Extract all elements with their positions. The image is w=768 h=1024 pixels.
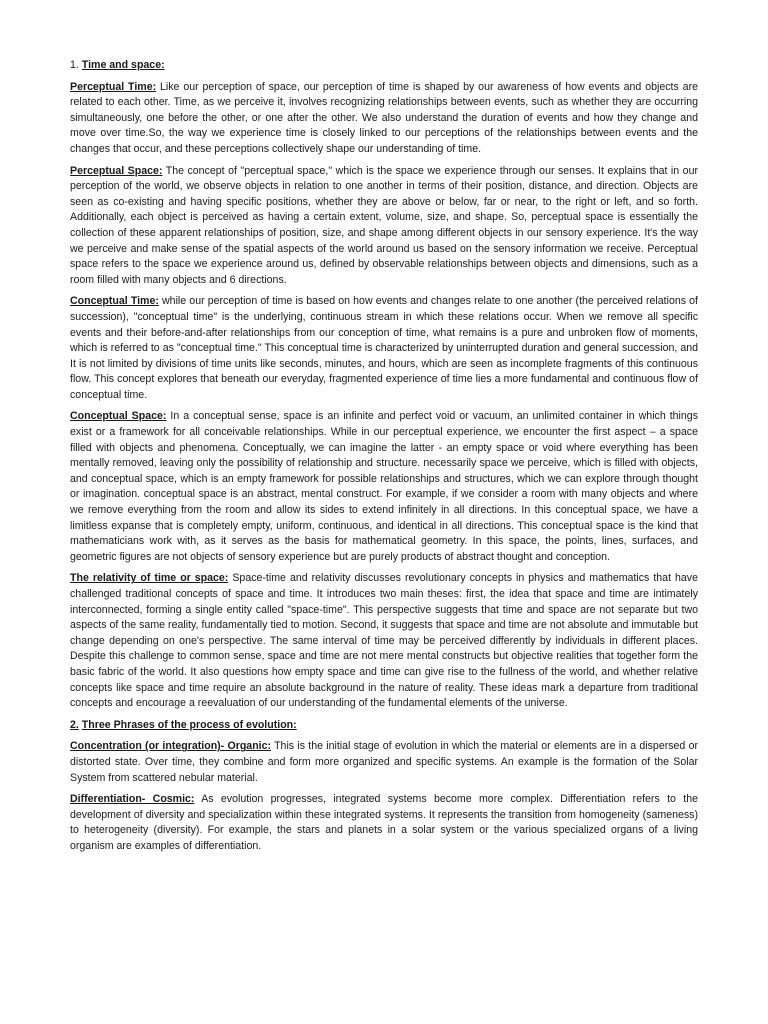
- term-label: Differentiation- Cosmic:: [70, 793, 195, 806]
- section-heading-time-and-space: [70, 58, 698, 74]
- paragraph-perceptual-space: [70, 164, 698, 289]
- paragraph-text: In a conceptual sense, space is an infinite and perfect void or vacuum, an unlimited container in which things exist or a framework for all conceivable relationships. While in our perceptual experience, we encounter the first aspect – a space filled with objects and phenomena. Conceptually, we can imagine the latter - an empty space or void where everything has been mentally removed, leaving only the possibility of relationship and structure. necessarily space we perceive, which is filled with objects, and conceptual space, which is an empty framework for possible relationships and structures, which we can explore through thought or imagination. conceptual space is an abstract, mental construct. For example, if we consider a room with many objects and where we remove everything from the room and allow its sides to extend infinitely in all directions. In this conceptual space, we have a limitless expanse that is completely empty, uniform, continuous, and identical in all directions. This conceptual space is the kind that mathematicians work with, as it serves as the basis for mathematical geometry. In this space, the points, lines, surfaces, and geometric figures are not objects of sensory experience but are purely products of abstract thought and conception.: [70, 410, 698, 563]
- section-title: Three Phrases of the process of evolution:: [81, 718, 297, 731]
- paragraph-conceptual-space: [70, 409, 698, 565]
- term-label: Concentration (or integration)- Organic:: [70, 740, 272, 753]
- section-title: Time and space:: [81, 59, 165, 71]
- paragraph-text: This is the initial stage of evolution in which the material or elements are in a dispersed or distorted state. Over time, they combine and form more organized and specific systems. An example is the formation of the Solar System from scattered nebular material.: [70, 740, 698, 784]
- section-number: 2.: [70, 718, 79, 731]
- term-label: Conceptual Time:: [70, 295, 159, 308]
- term-label: Perceptual Space:: [70, 164, 163, 177]
- paragraph-text: Like our perception of space, our perception of time is shaped by our awareness of how events and objects are related to each other. Time, as we perceive it, involves recognizing relationships between events, such as whether they are occurring simultaneously, one before the other, or one after the other. We also understand the duration of events and how they change and move over time.So, the way we experience time is closely linked to our perceptions of the relationships between events and the changes that occur, and these perceptions collectively shape our understanding of time.: [70, 80, 698, 155]
- paragraph-differentiation: [70, 792, 698, 854]
- paragraph-perceptual-time: [70, 80, 698, 158]
- section-heading-evolution: [70, 718, 698, 734]
- section-number: 1.: [70, 59, 79, 71]
- paragraph-text: Space-time and relativity discusses revolutionary concepts in physics and mathematics that have challenged traditional concepts of space and time. It introduces two main theses: first, the idea that space and time are intimately interconnected, forming a single entity called "space-time". This perspective suggests that time and space are not separate but two aspects of the same reality, fundamentally tied to motion. Second, it suggests that space and time are not absolute and immutable but change depending on one's perspective. The same interval of time may be perceived differently by individuals in different places. Despite this challenge to common sense, space and time are not mere mental constructs but objective realities that together form the basic fabric of the world. It also questions how empty space and time can give rise to the fullness of the world, and whether relative concepts like space and time require an absolute background in the nature of reality. These ideas mark a departure from traditional concepts and encourage a reevaluation of our understanding of the fundamental elements of the universe.: [70, 572, 698, 710]
- paragraph-text: As evolution progresses, integrated systems become more complex. Differentiation refers to the development of diversity and specialization within these integrated systems. It represents the transition from homogeneity (sameness) to heterogeneity (diversity). For example, the stars and planets in a solar system or the various specialized organs of a living organism are examples of differentiation.: [70, 793, 698, 852]
- paragraph-relativity: [70, 571, 698, 711]
- term-label: Perceptual Time:: [70, 80, 157, 93]
- paragraph-concentration: [70, 739, 698, 786]
- paragraph-text: while our perception of time is based on how events and changes relate to one another (the perceived relations of succession), "conceptual time" is the underlying, continuous stream in which these relations occur. When we remove all specific events and their before-and-after relationships from our conception of time, what remains is a pure and unbroken flow of moments, which is referred to as "conceptual time." This conceptual time is characterized by uninterrupted duration and general succession, and It is not limited by divisions of time units like seconds, minutes, and hours, which are seen as incomplete fragments of this continuous flow. This concept explores that beneath our everyday, fragmented experience of time lies a more fundamental and continuous flow of conceptual time.: [70, 295, 699, 401]
- paragraph-text: The concept of "perceptual space," which is the space we experience through our senses. It explains that in our perception of the world, we observe objects in relation to one another in terms of their position, distance, and direction. Objects are seen as co-existing and having specific positions, whether they are above or below, far or near, to the right or left, and so forth. Additionally, each object is perceived as having a certain extent, volume, size, and shape. So, perceptual space is essentially the collection of these apparent relationships of position, size, and shape among different objects in our sensory experience. It's the way we perceive and make sense of the spatial aspects of the world around us based on the sensory information we receive. Perceptual space refers to the space we experience around us, defined by observable relationships between objects and dimensions, such as a room filled with many objects and 6 directions.: [70, 164, 698, 286]
- paragraph-conceptual-time: [70, 294, 698, 403]
- term-label: Conceptual Space:: [70, 410, 167, 423]
- document-page: [70, 58, 698, 861]
- term-label: The relativity of time or space:: [70, 572, 229, 585]
